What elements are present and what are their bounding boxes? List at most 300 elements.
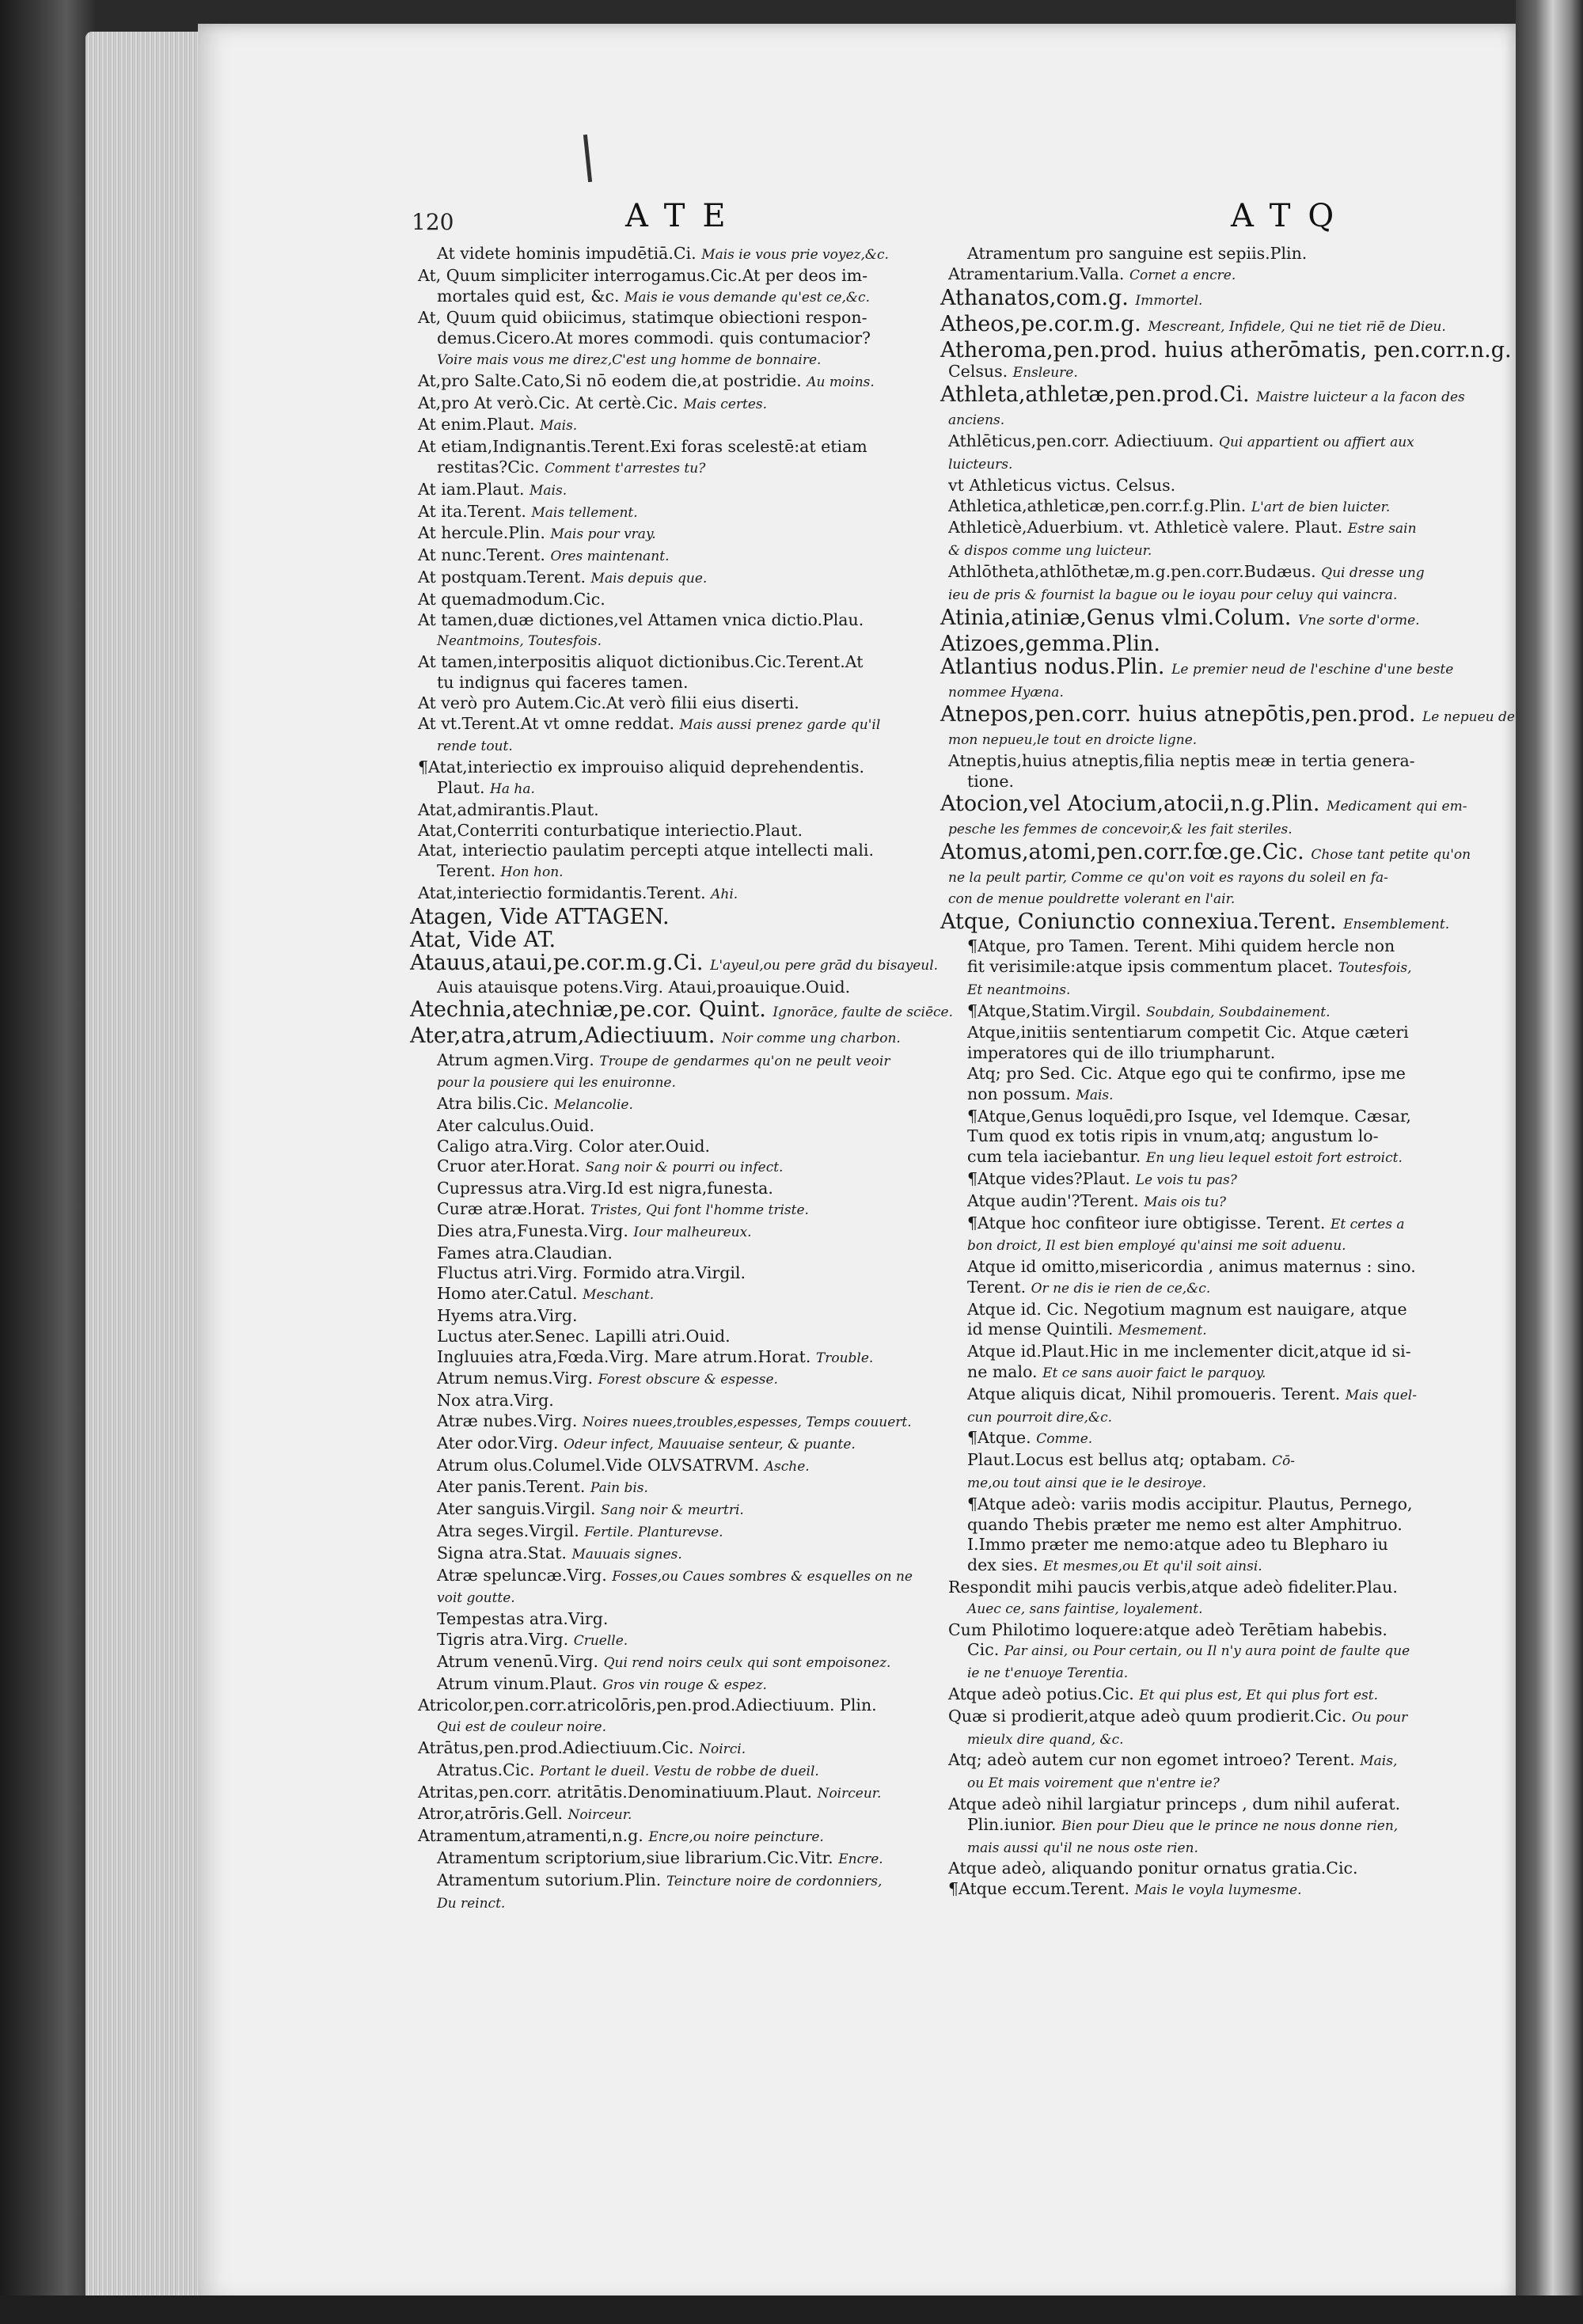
latin-text: cum tela iaciebantur. bbox=[967, 1147, 1146, 1167]
french-gloss: Troupe de gendarmes qu'on ne peult veoir bbox=[599, 1053, 890, 1069]
latin-text: Atrātus,pen.prod.Adiectiuum.Cic. bbox=[418, 1738, 700, 1757]
dictionary-entry bbox=[940, 1147, 1463, 1169]
french-gloss: Cō- bbox=[1271, 1453, 1295, 1470]
dictionary-entry bbox=[410, 545, 924, 568]
latin-text: ¶Atque. bbox=[967, 1428, 1037, 1448]
dictionary-entry bbox=[410, 1738, 924, 1760]
french-gloss: Par ainsi, ou Pour certain, ou Il n'y aura point de faulte que bbox=[1004, 1643, 1410, 1660]
french-gloss: Meschant. bbox=[583, 1287, 655, 1304]
dictionary-entry bbox=[410, 841, 924, 861]
french-gloss: Ensemblement. bbox=[1343, 917, 1450, 933]
dictionary-entry bbox=[940, 655, 1463, 682]
dictionary-entry bbox=[410, 1221, 924, 1244]
dictionary-entry bbox=[940, 1598, 1463, 1620]
latin-text: Atque, Coniunctio connexiua.Terent. bbox=[940, 909, 1344, 935]
french-gloss: Mais certes. bbox=[683, 396, 768, 412]
latin-text: Fames atra.Claudian. bbox=[437, 1243, 613, 1263]
french-gloss: Neantmoins, Toutesfois. bbox=[437, 633, 602, 650]
latin-text: Atræ speluncæ.Virg. bbox=[437, 1565, 613, 1585]
latin-text: Luctus ater.Senec. Lapilli atri.Ouid. bbox=[437, 1326, 731, 1346]
dictionary-entry bbox=[410, 1137, 924, 1157]
latin-text: At videte hominis impudētiā.Ci. bbox=[437, 244, 702, 263]
latin-text: Atramentum,atramenti,n.g. bbox=[418, 1826, 649, 1846]
french-gloss: Mais. bbox=[529, 482, 568, 499]
dictionary-entry bbox=[940, 476, 1463, 496]
dictionary-entry bbox=[940, 839, 1471, 867]
latin-text: Cruor ater.Horat. bbox=[437, 1156, 586, 1176]
dictionary-entry bbox=[410, 1116, 924, 1137]
dictionary-entry bbox=[410, 693, 924, 714]
latin-text: Atomus,atomi,pen.corr.fœ.ge.Cic. bbox=[940, 839, 1312, 864]
french-gloss: Fertile. Planturevse. bbox=[584, 1525, 723, 1541]
french-gloss: Auec ce, sans faintise, loyalement. bbox=[967, 1601, 1203, 1617]
latin-text: non possum. bbox=[967, 1084, 1076, 1103]
french-gloss: Noirceur. bbox=[817, 1785, 882, 1802]
latin-text: Terent. bbox=[437, 861, 501, 881]
french-gloss: Sang noir & meurtri. bbox=[601, 1502, 744, 1519]
latin-text: id mense Quintili. bbox=[967, 1320, 1118, 1339]
latin-text: Respondit mihi paucis verbis,atque adeò fideliter.Plau. bbox=[948, 1578, 1398, 1597]
dictionary-entry bbox=[940, 936, 1463, 957]
dictionary-entry bbox=[410, 861, 924, 883]
page-header bbox=[412, 198, 1480, 237]
french-gloss: Qui appartient ou affiert aux bbox=[1219, 435, 1414, 451]
dictionary-entry bbox=[940, 729, 1463, 751]
dictionary-entry bbox=[410, 1826, 924, 1848]
dictionary-entry bbox=[410, 590, 924, 610]
dictionary-entry bbox=[940, 702, 1515, 729]
dictionary-entry bbox=[940, 818, 1463, 841]
latin-text: ¶Atque adeò: variis modis accipitur. Plautus, Pernego, bbox=[967, 1494, 1413, 1513]
latin-text: Atauus,ataui,pe.cor.m.g.Ci. bbox=[410, 950, 711, 975]
latin-text: Cum Philotimo loquere:atque adeò Terētiam habebis. bbox=[948, 1620, 1387, 1639]
dictionary-entry bbox=[940, 1064, 1463, 1084]
latin-text: At nunc.Terent. bbox=[418, 545, 551, 565]
latin-text: At verò pro Autem.Cic.At verò filii eius diserti. bbox=[418, 693, 799, 712]
latin-text: At ita.Terent. bbox=[418, 501, 532, 521]
french-gloss: Forest obscure & espesse. bbox=[598, 1372, 778, 1388]
french-gloss: Soubdain, Soubdainement. bbox=[1146, 1004, 1331, 1020]
right-column bbox=[940, 244, 1515, 1901]
dictionary-entry bbox=[410, 1544, 924, 1566]
dictionary-entry bbox=[940, 562, 1463, 584]
dictionary-entry bbox=[410, 480, 924, 502]
french-gloss: Teincture noire de cordonniers, bbox=[666, 1873, 883, 1889]
latin-text: Cic. bbox=[967, 1640, 1004, 1660]
french-gloss: Immortel. bbox=[1135, 292, 1203, 309]
latin-text: mortales quid est, &c. bbox=[437, 286, 624, 306]
dictionary-entry bbox=[410, 1050, 924, 1073]
french-gloss: Ores maintenant. bbox=[550, 549, 670, 565]
latin-text: Atrum venenū.Virg. bbox=[437, 1651, 604, 1671]
dictionary-entry bbox=[410, 821, 924, 841]
dictionary-entry bbox=[940, 1257, 1463, 1278]
latin-text: At tamen,interpositis aliquot dictionibus.Cic.Terent.At bbox=[418, 652, 864, 672]
latin-text: Terent. bbox=[967, 1277, 1031, 1297]
french-gloss: Fosses,ou Caues sombres & esquelles on ne bbox=[612, 1568, 913, 1585]
latin-text: quando Thebis præter me nemo est alter Amphitruo. bbox=[967, 1514, 1403, 1534]
french-gloss: Qui rend noirs ceulx qui sont empoisonez. bbox=[603, 1654, 891, 1671]
french-gloss: Pain bis. bbox=[590, 1480, 648, 1497]
dictionary-entry bbox=[940, 867, 1463, 889]
french-gloss: Mais. bbox=[1076, 1087, 1114, 1103]
dictionary-entry bbox=[410, 1630, 924, 1652]
latin-text: Ater,atra,atrum,Adiectiuum. bbox=[410, 1023, 722, 1048]
latin-text: Atque id omitto,misericordia , animus maternus : sino. bbox=[967, 1257, 1416, 1277]
latin-text: Quæ si prodierit,atque adeò quum prodierit.Cic. bbox=[948, 1706, 1352, 1726]
french-gloss: ie ne t'enuoye Terentia. bbox=[967, 1665, 1129, 1682]
latin-text: Atque aliquis dicat, Nihil promoueris. Terent. bbox=[967, 1384, 1346, 1403]
latin-text: Atque id. Cic. Negotium magnum est nauigare, atque bbox=[967, 1299, 1407, 1319]
french-gloss: Comment t'arrestes tu? bbox=[544, 460, 706, 477]
french-gloss: Mais aussi prenez garde qu'il bbox=[679, 716, 881, 733]
latin-text: vt Athleticus victus. Celsus. bbox=[948, 475, 1176, 495]
french-gloss: Mais le voyla luymesme. bbox=[1134, 1882, 1302, 1899]
dictionary-entry bbox=[410, 1587, 924, 1609]
french-gloss: Chose tant petite qu'on bbox=[1311, 846, 1471, 863]
latin-text: ¶Atque hoc confiteor iure obtigisse. Terent. bbox=[967, 1213, 1331, 1232]
dictionary-entry bbox=[940, 264, 1463, 287]
latin-text: Celsus. bbox=[948, 361, 1013, 381]
latin-text: Atramentarium.Valla. bbox=[948, 264, 1129, 283]
french-gloss: Et qui plus est, Et qui plus fort est. bbox=[1139, 1688, 1379, 1704]
french-gloss: Trouble. bbox=[815, 1350, 874, 1366]
latin-text: Signa atra.Stat. bbox=[437, 1543, 572, 1563]
dictionary-entry bbox=[410, 1024, 924, 1050]
dictionary-entry bbox=[410, 1783, 924, 1805]
dictionary-entry bbox=[940, 1515, 1463, 1536]
latin-text: ¶Atque vides?Plaut. bbox=[967, 1168, 1136, 1188]
french-gloss: mais aussi qu'il ne nous oste rien. bbox=[967, 1840, 1198, 1856]
french-gloss: Mais ie vous demande qu'est ce,&c. bbox=[624, 289, 870, 306]
french-gloss: Tristes, Qui font l'homme triste. bbox=[590, 1202, 809, 1219]
dictionary-entry bbox=[940, 1126, 1463, 1147]
french-gloss: Au moins. bbox=[807, 374, 875, 390]
dictionary-entry bbox=[410, 735, 924, 758]
latin-text: Atat, Vide AT. bbox=[410, 927, 556, 952]
right-binding bbox=[1516, 0, 1583, 2324]
dictionary-entry bbox=[940, 1023, 1463, 1043]
latin-text: Atror,atrōris.Gell. bbox=[418, 1804, 568, 1824]
left-binding bbox=[0, 0, 95, 2324]
french-gloss: Iour malheureux. bbox=[633, 1224, 752, 1240]
latin-text: Plaut. bbox=[437, 777, 491, 797]
dictionary-entry bbox=[940, 1535, 1463, 1555]
french-gloss: Ensleure. bbox=[1012, 364, 1078, 381]
latin-text: At iam.Plaut. bbox=[418, 479, 530, 499]
dictionary-entry bbox=[940, 1578, 1463, 1598]
dictionary-entry bbox=[410, 371, 924, 393]
dictionary-entry bbox=[940, 540, 1463, 562]
latin-text: Plaut.Locus est bellus atq; optabam. bbox=[967, 1450, 1272, 1470]
dictionary-entry bbox=[410, 610, 924, 631]
dictionary-entry bbox=[410, 950, 939, 978]
french-gloss: Noirceur. bbox=[568, 1807, 632, 1824]
latin-text: At etiam,Indignantis.Terent.Exi foras scelestē:at etiam bbox=[418, 437, 867, 457]
dictionary-entry bbox=[940, 1450, 1463, 1472]
dictionary-entry bbox=[940, 1169, 1463, 1191]
dictionary-entry bbox=[940, 496, 1463, 518]
dictionary-entry bbox=[410, 1870, 924, 1893]
french-gloss: Bien pour Dieu que le prince ne nous donne rien, bbox=[1061, 1817, 1399, 1834]
dictionary-entry bbox=[940, 1707, 1463, 1729]
left-column bbox=[410, 244, 954, 1914]
french-gloss: pour la pousiere qui les enuironne. bbox=[437, 1075, 676, 1092]
dictionary-entry bbox=[940, 337, 1512, 363]
french-gloss: Comme. bbox=[1036, 1431, 1093, 1448]
dictionary-entry bbox=[410, 1327, 924, 1347]
dictionary-entry bbox=[410, 883, 924, 906]
french-gloss: L'ayeul,ou pere grād du bisayeul. bbox=[710, 957, 939, 974]
dictionary-entry bbox=[410, 437, 924, 458]
dictionary-entry bbox=[410, 1347, 924, 1369]
french-gloss: me,ou tout ainsi que ie le desiroye. bbox=[967, 1475, 1207, 1492]
dictionary-entry bbox=[940, 1684, 1463, 1707]
french-gloss: Noir comme ung charbon. bbox=[721, 1030, 901, 1046]
french-gloss: Encre. bbox=[838, 1851, 883, 1867]
dictionary-entry bbox=[940, 1640, 1463, 1662]
french-gloss: Et certes a bbox=[1330, 1216, 1405, 1232]
latin-text: ¶Atque, pro Tamen. Terent. Mihi quidem hercle non bbox=[967, 936, 1395, 956]
dictionary-entry bbox=[940, 1320, 1463, 1342]
dictionary-entry bbox=[940, 1662, 1463, 1684]
latin-text: Athleticè,Aduerbium. vt. Athleticè valere. Plaut. bbox=[948, 518, 1348, 537]
dictionary-entry bbox=[410, 1716, 924, 1738]
dictionary-entry bbox=[410, 714, 924, 736]
dictionary-entry bbox=[410, 652, 924, 673]
latin-text: Atque adeò potius.Cic. bbox=[948, 1684, 1140, 1704]
latin-text: Atricolor,pen.corr.atricolōris,pen.prod.Adiectiuum. Plin. bbox=[418, 1696, 877, 1715]
dictionary-entry bbox=[940, 383, 1463, 409]
dictionary-entry bbox=[940, 313, 1463, 339]
latin-text: Nox atra.Virg. bbox=[437, 1391, 554, 1411]
dictionary-entry bbox=[410, 393, 924, 416]
french-gloss: Cruelle. bbox=[573, 1633, 628, 1650]
latin-text: Tum quod ex totis ripis in vnum,atq; angustum lo- bbox=[967, 1126, 1379, 1146]
latin-text: At vt.Terent.At vt omne reddat. bbox=[418, 713, 680, 733]
french-gloss: Le premier neud de l'eschine d'une beste bbox=[1171, 661, 1454, 678]
dictionary-entry bbox=[410, 502, 924, 524]
latin-text: Ingluuies atra,Fœda.Virg. Mare atrum.Horat. bbox=[437, 1346, 816, 1366]
dictionary-entry bbox=[940, 979, 1463, 1001]
dictionary-entry bbox=[940, 1772, 1463, 1794]
french-gloss: Mais, bbox=[1360, 1753, 1398, 1770]
french-gloss: con de menue pouldrette volerant en l'air. bbox=[948, 891, 1236, 908]
dictionary-entry bbox=[410, 266, 924, 287]
french-gloss: Medicament qui em- bbox=[1327, 798, 1467, 815]
french-gloss: Portant le dueil. Vestu de robbe de dueil. bbox=[539, 1763, 819, 1779]
dictionary-entry bbox=[410, 778, 924, 800]
french-gloss: Toutesfois, bbox=[1338, 959, 1412, 976]
french-gloss: Ha ha. bbox=[490, 780, 535, 797]
french-gloss: Mais tellement. bbox=[531, 504, 638, 521]
dictionary-entry bbox=[940, 518, 1463, 540]
latin-text: Atrum agmen.Virg. bbox=[437, 1050, 600, 1069]
french-gloss: Et neantmoins. bbox=[967, 982, 1071, 998]
latin-text: tione. bbox=[967, 771, 1014, 791]
latin-text: Auis atauisque potens.Virg. Ataui,proauique.Ouid. bbox=[437, 977, 851, 997]
dictionary-entry bbox=[940, 957, 1463, 979]
latin-text: Atrum vinum.Plaut. bbox=[437, 1673, 603, 1693]
latin-text: ¶Atque,Genus loquēdi,pro Isque, vel Idemque. Cæsar, bbox=[967, 1106, 1411, 1126]
french-gloss: Mais depuis que. bbox=[590, 570, 708, 587]
page-number: 120 bbox=[412, 209, 454, 235]
latin-text: Caligo atra.Virg. Color ater.Ouid. bbox=[437, 1136, 711, 1156]
french-gloss: Du reinct. bbox=[437, 1895, 506, 1912]
latin-text: Atritas,pen.corr. atritātis.Denominatiuum.Plaut. bbox=[418, 1782, 818, 1802]
latin-text: Curæ atræ.Horat. bbox=[437, 1199, 591, 1219]
dictionary-entry bbox=[940, 791, 1467, 818]
latin-text: Athlēticus,pen.corr. Adiectiuum. bbox=[948, 431, 1220, 451]
dictionary-entry bbox=[410, 1893, 924, 1915]
latin-text: Atnepos,pen.corr. huius atnepōtis,pen.prod. bbox=[940, 702, 1422, 727]
dictionary-entry bbox=[940, 362, 1463, 384]
dictionary-entry bbox=[410, 458, 924, 480]
dictionary-entry bbox=[940, 910, 1463, 936]
latin-text: Fluctus atri.Virg. Formido atra.Virgil. bbox=[437, 1263, 746, 1283]
latin-text: Atramentum scriptorium,siue librarium.Cic.Vitr. bbox=[437, 1847, 839, 1867]
dictionary-entry bbox=[940, 1750, 1463, 1772]
dictionary-entry bbox=[410, 1499, 924, 1521]
latin-text: Atheroma,pen.prod. huius atherōmatis, pen.corr.n.g. bbox=[940, 337, 1512, 363]
latin-text: Atq; pro Sed. Cic. Atque ego qui te confirmo, ipse me bbox=[967, 1063, 1406, 1083]
french-gloss: mon nepueu,le tout en droicte ligne. bbox=[948, 732, 1198, 749]
latin-text: Atheos,pe.cor.m.g. bbox=[940, 311, 1148, 336]
latin-text: Athlōtheta,athlōthetæ,m.g.pen.corr.Budæus. bbox=[948, 561, 1322, 581]
french-gloss: mieulx dire quand, &c. bbox=[967, 1731, 1124, 1748]
dictionary-entry bbox=[940, 1879, 1463, 1901]
latin-text: imperatores qui de illo triumpharunt. bbox=[967, 1043, 1276, 1063]
french-gloss: Encre,ou noire peincture. bbox=[648, 1829, 824, 1846]
latin-text: Atrum olus.Columel.Vide OLVSATRVM. bbox=[437, 1455, 765, 1475]
dictionary-entry bbox=[940, 1407, 1463, 1429]
french-gloss: nommee Hyæna. bbox=[948, 684, 1064, 701]
latin-text: Plin.iunior. bbox=[967, 1814, 1062, 1834]
latin-text: Atagen, Vide ATTAGEN. bbox=[410, 904, 670, 929]
french-gloss: Melancolie. bbox=[553, 1097, 633, 1114]
latin-text: Atat,interiectio formidantis.Terent. bbox=[418, 883, 712, 902]
latin-text: dex sies. bbox=[967, 1555, 1044, 1575]
dictionary-entry bbox=[410, 1848, 924, 1870]
dictionary-entry bbox=[940, 1084, 1463, 1107]
dictionary-entry bbox=[940, 287, 1463, 313]
dictionary-entry bbox=[410, 906, 924, 928]
dictionary-entry bbox=[410, 1521, 924, 1544]
latin-text: fit verisimile:atque ipsis commentum placet. bbox=[967, 956, 1338, 976]
dictionary-entry bbox=[410, 928, 924, 951]
dictionary-entry bbox=[940, 606, 1463, 632]
dictionary-entry bbox=[410, 1306, 924, 1327]
dictionary-entry bbox=[410, 1244, 924, 1264]
french-gloss: Hon hon. bbox=[500, 864, 564, 881]
latin-text: Athletica,athleticæ,pen.corr.f.g.Plin. bbox=[948, 496, 1251, 515]
dictionary-entry bbox=[940, 682, 1463, 704]
french-gloss: Noirci. bbox=[699, 1741, 746, 1757]
dictionary-entry bbox=[940, 1235, 1463, 1257]
dictionary-entry bbox=[940, 1043, 1463, 1064]
french-gloss: Asche. bbox=[764, 1458, 810, 1475]
french-gloss: cun pourroit dire,&c. bbox=[967, 1409, 1113, 1426]
french-gloss: Sang noir & pourri ou infect. bbox=[585, 1160, 784, 1176]
french-gloss: Maistre luicteur a la facon des bbox=[1256, 389, 1465, 406]
dictionary-entry bbox=[940, 1342, 1463, 1362]
french-gloss: rende tout. bbox=[437, 739, 513, 755]
dictionary-entry bbox=[940, 1107, 1463, 1127]
running-head-left: ATE bbox=[625, 198, 743, 234]
latin-text: Atque,initiis sententiarum competit Cic. Atque cæteri bbox=[967, 1023, 1409, 1042]
latin-text: Atq; adeò autem cur non egomet introeo? Terent. bbox=[948, 1750, 1361, 1770]
dictionary-entry bbox=[940, 772, 1463, 792]
dictionary-entry bbox=[940, 1494, 1463, 1515]
latin-text: Atra bilis.Cic. bbox=[437, 1094, 554, 1114]
dictionary-entry bbox=[410, 630, 924, 652]
dictionary-entry bbox=[410, 1284, 924, 1306]
latin-text: Atratus.Cic. bbox=[437, 1760, 540, 1779]
latin-text: Athanatos,com.g. bbox=[940, 285, 1136, 310]
dictionary-entry bbox=[410, 1391, 924, 1411]
latin-text: At hercule.Plin. bbox=[418, 523, 551, 543]
french-gloss: Vne sorte d'orme. bbox=[1297, 612, 1420, 628]
latin-text: Atrum nemus.Virg. bbox=[437, 1369, 598, 1388]
dictionary-entry bbox=[410, 1696, 924, 1716]
french-gloss: Ignorāce, faulte de sciēce. bbox=[773, 1004, 954, 1020]
dictionary-entry bbox=[410, 308, 924, 328]
dictionary-entry bbox=[410, 1156, 924, 1179]
dictionary-entry bbox=[410, 328, 924, 349]
french-gloss: Et mesmes,ou Et qu'il soit ainsi. bbox=[1043, 1559, 1262, 1575]
french-gloss: Voire mais vous me direz,C'est ung homme de bonnaire. bbox=[437, 351, 822, 368]
latin-text: Atat, interiectio paulatim percepti atque intellecti mali. bbox=[418, 841, 874, 860]
latin-text: Atneptis,huius atneptis,filia neptis meæ in tertia genera- bbox=[948, 751, 1415, 771]
dictionary-entry bbox=[940, 751, 1463, 772]
latin-text: Atræ nubes.Virg. bbox=[437, 1411, 583, 1431]
dictionary-entry bbox=[410, 1456, 924, 1478]
french-gloss: Mesmement. bbox=[1118, 1323, 1207, 1339]
dictionary-entry bbox=[410, 1434, 924, 1456]
dictionary-entry bbox=[410, 568, 924, 590]
dictionary-entry bbox=[410, 1609, 924, 1630]
french-gloss: Cornet a encre. bbox=[1129, 267, 1236, 283]
french-gloss: Mais ois tu? bbox=[1144, 1194, 1227, 1210]
french-gloss: Le nepueu de bbox=[1422, 709, 1515, 726]
latin-text: Atque adeò nihil largiatur princeps , dum nihil auferat. bbox=[948, 1794, 1401, 1814]
dictionary-entry bbox=[940, 1191, 1463, 1213]
french-gloss: Mais pour vray. bbox=[550, 526, 656, 543]
latin-text: I.Immo præter me nemo:atque adeo tu Blepharo iu bbox=[967, 1535, 1388, 1555]
latin-text: At,pro At verò.Cic. At certè.Cic. bbox=[418, 393, 684, 412]
dictionary-entry bbox=[410, 1199, 924, 1221]
dictionary-entry bbox=[940, 454, 1463, 476]
french-gloss: Mais ie vous prie voyez,&c. bbox=[701, 247, 889, 263]
dictionary-entry bbox=[940, 244, 1463, 264]
french-gloss: Ahi. bbox=[711, 886, 738, 902]
dictionary-entry bbox=[940, 1362, 1463, 1384]
french-gloss: pesche les femmes de concevoir,& les fait steriles. bbox=[948, 821, 1293, 837]
page-edges bbox=[85, 32, 204, 2311]
latin-text: Atlantius nodus.Plin. bbox=[940, 654, 1172, 679]
latin-text: At, Quum simpliciter interrogamus.Cic.At per deos im- bbox=[418, 265, 868, 285]
dictionary-entry bbox=[410, 415, 924, 437]
dictionary-entry bbox=[940, 1794, 1463, 1815]
dictionary-entry bbox=[410, 1760, 924, 1783]
latin-text: Atat,Conterriti conturbatique interiectio.Plaut. bbox=[418, 820, 803, 840]
latin-text: Homo ater.Catul. bbox=[437, 1284, 583, 1304]
french-gloss: Gros vin rouge & espez. bbox=[602, 1677, 767, 1693]
dictionary-entry bbox=[410, 1804, 924, 1826]
dictionary-entry bbox=[940, 1384, 1463, 1407]
french-gloss: Le vois tu pas? bbox=[1135, 1171, 1237, 1188]
latin-text: Dies atra,Funesta.Virg. bbox=[437, 1221, 634, 1240]
